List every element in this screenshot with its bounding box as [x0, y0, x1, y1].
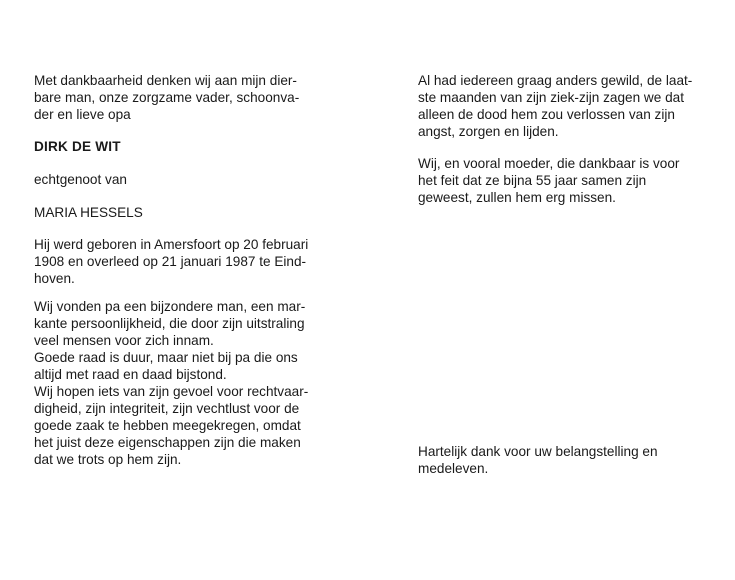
spouse-name: MARIA HESSELS: [34, 205, 143, 220]
mother-text: Wij, en vooral moeder, die dankbaar is voor het feit dat ze bijna 55 jaar samen zijn geweest, zullen hem erg missen.: [418, 156, 680, 205]
tribute-paragraph-2: Goede raad is duur, maar niet bij pa die ons altijd met raad en daad bijstond.: [34, 350, 298, 382]
spouse-label: echtgenoot van: [34, 172, 127, 187]
thanks-text: Hartelijk dank voor uw belangstelling en medeleven.: [418, 444, 658, 476]
intro-text: Met dankbaarheid denken wij aan mijn dier- bare man, onze zorgzame vader, schoonva- der en lieve opa: [34, 73, 300, 122]
birth-death-text: Hij werd geboren in Amersfoort op 20 februari 1908 en overleed op 21 januari 1987 te Eind- hoven.: [34, 237, 309, 286]
tribute-paragraph-1: Wij vonden pa een bijzondere man, een mar- kante persoonlijkheid, die door zijn uitstraling veel mensen voor zich innam.: [34, 299, 306, 348]
last-months-text: Al had iedereen graag anders gewild, de laat- ste maanden van zijn ziek-zijn zagen we dat alleen de dood hem zou verlossen van zijn angst, zorgen en lijden.: [418, 73, 693, 139]
tribute-paragraph-3: Wij hopen iets van zijn gevoel voor rechtvaar- digheid, zijn integriteit, zijn vechtlust voor de goede zaak te hebben meegekregen, omdat het juist deze eigenschappen zijn die maken dat we trots op hem zijn.: [34, 384, 309, 467]
deceased-name: DIRK DE WIT: [34, 139, 121, 154]
